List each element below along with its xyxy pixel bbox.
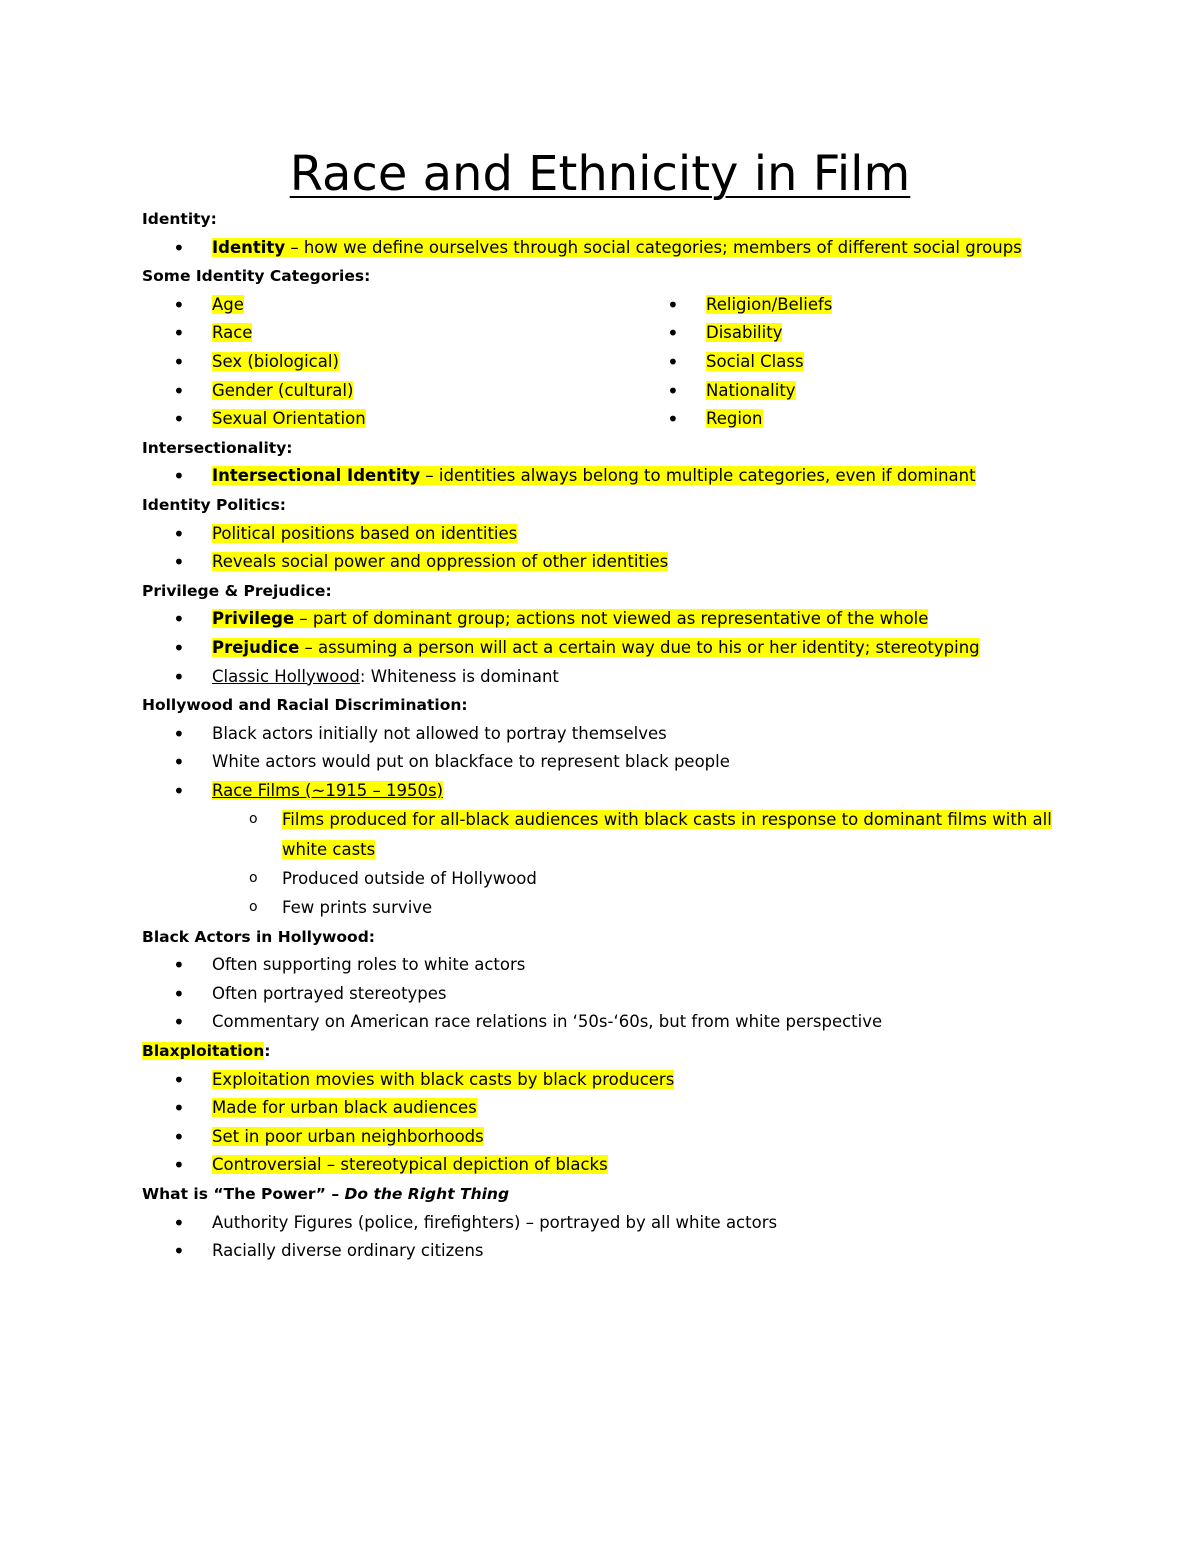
category-column-left: [142, 291, 636, 434]
section-heading-intersectionality: Intersectionality:: [142, 438, 293, 457]
section-heading-identity-politics: Identity Politics:: [142, 495, 287, 514]
list-item: • Black actors initially not allowed to portray themselves: [142, 720, 1142, 749]
list-item: • Race: [142, 319, 636, 348]
list-item: • Made for urban black audiences: [142, 1094, 1142, 1123]
section-heading-privilege: Privilege & Prejudice:: [142, 581, 332, 600]
list-item: • Social Class: [636, 348, 832, 377]
list-item: • Racially diverse ordinary citizens: [142, 1237, 1142, 1266]
list-item: [142, 234, 1142, 263]
list-item: • Race Films (~1915 – 1950s): [142, 777, 1142, 806]
list-item: • Controversial – stereotypical depiction of blacks: [142, 1151, 1142, 1180]
list-item: • Disability: [636, 319, 832, 348]
list-item: • Nationality: [636, 377, 832, 406]
section-heading-black-actors: Black Actors in Hollywood:: [142, 927, 375, 946]
list-item: • Region: [636, 405, 832, 434]
section-heading-identity: Identity:: [142, 210, 217, 228]
list-item: • Exploitation movies with black casts by black producers: [142, 1066, 1142, 1095]
category-column-right: [636, 291, 832, 434]
sub-list-item: o Few prints survive: [142, 893, 1142, 922]
list-item: • Reveals social power and oppression of other identities: [142, 548, 1142, 577]
section-heading-categories: Some Identity Categories:: [142, 267, 371, 286]
list-item: • Authority Figures (police, firefighters) – portrayed by all white actors: [142, 1209, 1142, 1238]
list-item: • Classic Hollywood: Whiteness is dominant: [142, 663, 1142, 692]
list-item: • Sex (biological): [142, 348, 636, 377]
sub-list-item: o Films produced for all-black audiences with black casts in response to dominant films with all white casts: [142, 805, 1102, 864]
section-heading-the-power: What is “The Power” – Do the Right Thing: [142, 1185, 510, 1203]
list-item: • Set in poor urban neighborhoods: [142, 1123, 1142, 1152]
list-item: • Privilege – part of dominant group; actions not viewed as representative of the whole: [142, 605, 1142, 634]
category-columns: [142, 291, 1142, 434]
section-heading-blaxploitation: Blaxploitation:: [142, 1042, 271, 1061]
list-item: • Gender (cultural): [142, 377, 636, 406]
highlight: Identity – how we define ourselves through social categories; members of different social groups: [212, 237, 1022, 257]
document-body: [142, 205, 1142, 1266]
list-item: • Sexual Orientation: [142, 405, 636, 434]
list-item: • Prejudice – assuming a person will act a certain way due to his or her identity; stereotyping: [142, 634, 1142, 663]
list-item: • Religion/Beliefs: [636, 291, 832, 320]
list-item: • Political positions based on identities: [142, 520, 1142, 549]
list-item: • Often portrayed stereotypes: [142, 980, 1142, 1009]
list-item: • White actors would put on blackface to represent black people: [142, 748, 1142, 777]
section-heading-discrimination: Hollywood and Racial Discrimination:: [142, 696, 468, 715]
sub-list-item: o Produced outside of Hollywood: [142, 864, 1142, 893]
list-item: • Intersectional Identity – identities always belong to multiple categories, even if dominant: [142, 462, 1142, 491]
list-item: • Commentary on American race relations in ‘50s-‘60s, but from white perspective: [142, 1008, 1142, 1037]
list-item: • Age: [142, 291, 636, 320]
list-item: • Often supporting roles to white actors: [142, 951, 1142, 980]
page-title: Race and Ethnicity in Film: [289, 146, 911, 202]
